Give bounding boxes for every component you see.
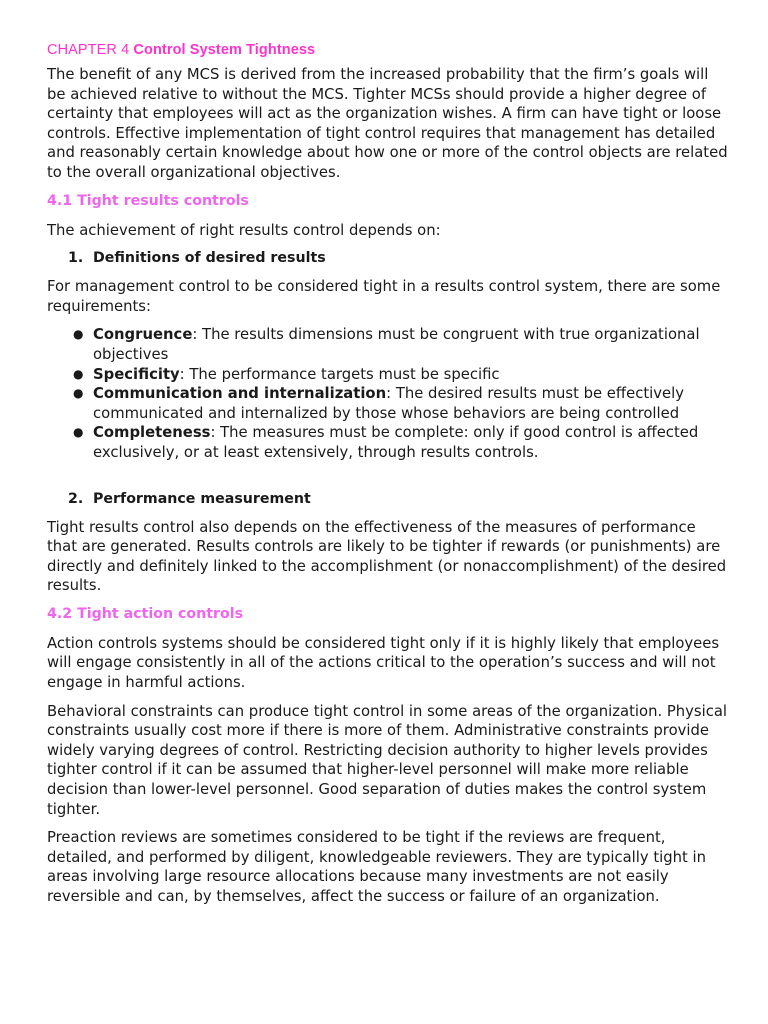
bullet-term: Communication and internalization [93, 385, 387, 403]
list-item [73, 365, 728, 385]
bullet-icon: ● [73, 425, 84, 440]
bullet-term: Specificity [93, 365, 180, 383]
item-label: Definitions of desired results [93, 250, 326, 267]
bullet-text: : The desired results must be effectively communicated and internalized by those whose behaviors are being controlled [93, 385, 684, 422]
chapter-title [47, 42, 728, 58]
list-item [73, 384, 728, 423]
section-lead: The achievement of right results control depends on: [47, 221, 441, 239]
bullet-text: : The results dimensions must be congruent with true organizational objectives [93, 326, 700, 363]
list-item [73, 423, 728, 462]
preaction-reviews-paragraph: Preaction reviews are sometimes considered to be tight if the reviews are frequent, detailed, and performed by diligent, knowledgeable reviewers. They are typically tight in areas involving large resource allocations because many investments are not easily reversible and can, by themselves, affect the success or failure of an organization. [47, 829, 707, 905]
bullet-term: Congruence [93, 326, 193, 344]
numbered-heading-1 [47, 249, 728, 268]
bullet-text: : The performance targets must be specific [179, 365, 500, 383]
performance-paragraph: Tight results control also depends on the effectiveness of the measures of performance that are generated. Results controls are likely to be tighter if rewards (or punishments) are directly and definitely linked to the accomplishment (or nonaccomplishment) of the desired results. [47, 518, 727, 595]
action-controls-paragraph: Action controls systems should be considered tight only if it is highly likely that employees will engage consistently in all of the actions critical to the operation’s success and will not engage in harmful actions. [47, 634, 720, 692]
bullet-icon: ● [73, 386, 84, 401]
chapter-prefix: CHAPTER 4 [47, 42, 130, 58]
intro-paragraph: The benefit of any MCS is derived from the increased probability that the firm’s goals will be achieved relative to without the MCS. Tighter MCSs should provide a higher degree of certainty that employees will act as the organization wishes. A firm can have tight or loose controls. Effective implementation of tight control requires that management has detailed and reasonably certain knowledge about how one or more of the control objects are related to the overall organizational objectives. [47, 66, 728, 181]
numbered-heading-2 [47, 490, 728, 509]
spacer [47, 474, 728, 490]
item-label: Performance measurement [93, 490, 311, 507]
bullet-term: Completeness [93, 424, 211, 442]
requirements-list [47, 325, 728, 462]
item-number: 2. [68, 490, 84, 507]
section-heading-4-1: 4.1 Tight results controls [47, 192, 249, 209]
chapter-name: Control System Tightness [133, 42, 316, 58]
behavioral-constraints-paragraph: Behavioral constraints can produce tight control in some areas of the organization. Physical constraints usually cost more if there is more of them. Administrative constraints provide widely varying degrees of control. Restricting decision authority to higher levels provides tighter control if it can be assumed that higher-level personnel will make more reliable decision than lower-level personnel. Good separation of duties makes the control system tighter. [47, 702, 728, 818]
requirements-paragraph: For management control to be considered tight in a results control system, there are some requirements: [47, 278, 721, 315]
bullet-icon: ● [73, 327, 84, 342]
list-item [73, 325, 728, 364]
bullet-icon: ● [73, 366, 84, 381]
section-heading-4-2: 4.2 Tight action controls [47, 605, 244, 622]
bullet-text: : The measures must be complete: only if good control is affected exclusively, or at least extensively, through results controls. [93, 424, 699, 461]
item-number: 1. [68, 250, 84, 267]
